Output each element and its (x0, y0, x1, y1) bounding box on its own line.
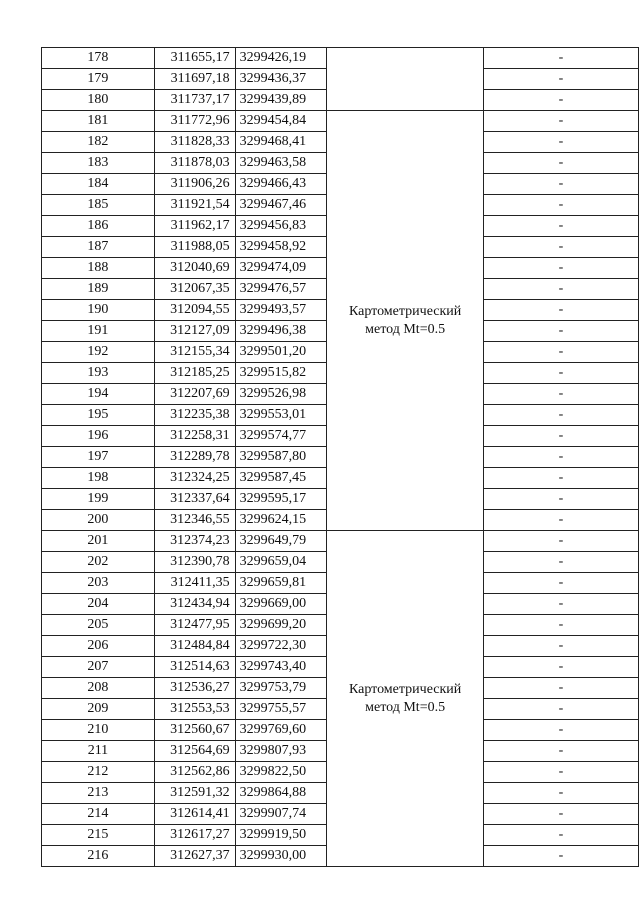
x-coordinate-cell: 312564,69 (154, 741, 235, 762)
point-number-cell: 208 (42, 678, 155, 699)
y-coordinate-cell: 3299467,46 (235, 195, 327, 216)
y-coordinate-cell: 3299587,80 (235, 447, 327, 468)
x-coordinate-cell: 312484,84 (154, 636, 235, 657)
x-coordinate-cell: 312477,95 (154, 615, 235, 636)
accuracy-cell: - (483, 846, 638, 867)
point-number-cell: 193 (42, 363, 155, 384)
point-number-cell: 195 (42, 405, 155, 426)
y-coordinate-cell: 3299426,19 (235, 48, 327, 69)
accuracy-cell: - (483, 426, 638, 447)
x-coordinate-cell: 312235,38 (154, 405, 235, 426)
accuracy-cell: - (483, 489, 638, 510)
accuracy-cell: - (483, 594, 638, 615)
accuracy-cell: - (483, 405, 638, 426)
coordinates-table (41, 47, 639, 867)
y-coordinate-cell: 3299659,81 (235, 573, 327, 594)
y-coordinate-cell: 3299468,41 (235, 132, 327, 153)
x-coordinate-cell: 312553,53 (154, 699, 235, 720)
point-number-cell: 215 (42, 825, 155, 846)
point-number-cell: 189 (42, 279, 155, 300)
point-number-cell: 203 (42, 573, 155, 594)
x-coordinate-cell: 312289,78 (154, 447, 235, 468)
y-coordinate-cell: 3299501,20 (235, 342, 327, 363)
accuracy-cell: - (483, 741, 638, 762)
y-coordinate-cell: 3299474,09 (235, 258, 327, 279)
x-coordinate-cell: 312617,27 (154, 825, 235, 846)
point-number-cell: 206 (42, 636, 155, 657)
y-coordinate-cell: 3299649,79 (235, 531, 327, 552)
y-coordinate-cell: 3299526,98 (235, 384, 327, 405)
point-number-cell: 210 (42, 720, 155, 741)
y-coordinate-cell: 3299587,45 (235, 468, 327, 489)
point-number-cell: 188 (42, 258, 155, 279)
x-coordinate-cell: 312185,25 (154, 363, 235, 384)
y-coordinate-cell: 3299466,43 (235, 174, 327, 195)
y-coordinate-cell: 3299755,57 (235, 699, 327, 720)
x-coordinate-cell: 312627,37 (154, 846, 235, 867)
accuracy-cell: - (483, 468, 638, 489)
accuracy-cell: - (483, 321, 638, 342)
accuracy-cell: - (483, 447, 638, 468)
method-cell (327, 111, 483, 531)
x-coordinate-cell: 312337,64 (154, 489, 235, 510)
accuracy-cell: - (483, 111, 638, 132)
y-coordinate-cell: 3299930,00 (235, 846, 327, 867)
point-number-cell: 212 (42, 762, 155, 783)
point-number-cell: 205 (42, 615, 155, 636)
point-number-cell: 204 (42, 594, 155, 615)
x-coordinate-cell: 312258,31 (154, 426, 235, 447)
point-number-cell: 180 (42, 90, 155, 111)
accuracy-cell: - (483, 384, 638, 405)
point-number-cell: 197 (42, 447, 155, 468)
accuracy-cell: - (483, 195, 638, 216)
accuracy-cell: - (483, 90, 638, 111)
x-coordinate-cell: 312127,09 (154, 321, 235, 342)
x-coordinate-cell: 312374,23 (154, 531, 235, 552)
method-cell (327, 531, 483, 867)
accuracy-cell: - (483, 804, 638, 825)
method-line-1: Картометрический (348, 681, 462, 697)
y-coordinate-cell: 3299476,57 (235, 279, 327, 300)
x-coordinate-cell: 311655,17 (154, 48, 235, 69)
accuracy-cell: - (483, 531, 638, 552)
y-coordinate-cell: 3299496,38 (235, 321, 327, 342)
accuracy-cell: - (483, 48, 638, 69)
accuracy-cell: - (483, 825, 638, 846)
x-coordinate-cell: 312560,67 (154, 720, 235, 741)
x-coordinate-cell: 311737,17 (154, 90, 235, 111)
x-coordinate-cell: 312155,34 (154, 342, 235, 363)
x-coordinate-cell: 312536,27 (154, 678, 235, 699)
method-line-2: метод Mt=0.5 (365, 699, 446, 715)
point-number-cell: 199 (42, 489, 155, 510)
point-number-cell: 179 (42, 69, 155, 90)
point-number-cell: 191 (42, 321, 155, 342)
x-coordinate-cell: 311697,18 (154, 69, 235, 90)
y-coordinate-cell: 3299864,88 (235, 783, 327, 804)
point-number-cell: 216 (42, 846, 155, 867)
table-row (42, 531, 639, 552)
point-number-cell: 183 (42, 153, 155, 174)
accuracy-cell: - (483, 657, 638, 678)
x-coordinate-cell: 311772,96 (154, 111, 235, 132)
point-number-cell: 211 (42, 741, 155, 762)
y-coordinate-cell: 3299907,74 (235, 804, 327, 825)
point-number-cell: 207 (42, 657, 155, 678)
point-number-cell: 184 (42, 174, 155, 195)
y-coordinate-cell: 3299699,20 (235, 615, 327, 636)
accuracy-cell: - (483, 720, 638, 741)
y-coordinate-cell: 3299669,00 (235, 594, 327, 615)
y-coordinate-cell: 3299807,93 (235, 741, 327, 762)
y-coordinate-cell: 3299722,30 (235, 636, 327, 657)
x-coordinate-cell: 311906,26 (154, 174, 235, 195)
y-coordinate-cell: 3299574,77 (235, 426, 327, 447)
y-coordinate-cell: 3299454,84 (235, 111, 327, 132)
accuracy-cell: - (483, 678, 638, 699)
accuracy-cell: - (483, 573, 638, 594)
accuracy-cell: - (483, 783, 638, 804)
accuracy-cell: - (483, 174, 638, 195)
x-coordinate-cell: 312207,69 (154, 384, 235, 405)
x-coordinate-cell: 312434,94 (154, 594, 235, 615)
point-number-cell: 181 (42, 111, 155, 132)
point-number-cell: 194 (42, 384, 155, 405)
accuracy-cell: - (483, 279, 638, 300)
y-coordinate-cell: 3299493,57 (235, 300, 327, 321)
y-coordinate-cell: 3299743,40 (235, 657, 327, 678)
x-coordinate-cell: 312094,55 (154, 300, 235, 321)
accuracy-cell: - (483, 132, 638, 153)
y-coordinate-cell: 3299463,58 (235, 153, 327, 174)
y-coordinate-cell: 3299919,50 (235, 825, 327, 846)
x-coordinate-cell: 312390,78 (154, 552, 235, 573)
point-number-cell: 209 (42, 699, 155, 720)
y-coordinate-cell: 3299595,17 (235, 489, 327, 510)
x-coordinate-cell: 312067,35 (154, 279, 235, 300)
table-row (42, 48, 639, 69)
y-coordinate-cell: 3299515,82 (235, 363, 327, 384)
point-number-cell: 185 (42, 195, 155, 216)
accuracy-cell: - (483, 216, 638, 237)
x-coordinate-cell: 312324,25 (154, 468, 235, 489)
accuracy-cell: - (483, 153, 638, 174)
point-number-cell: 201 (42, 531, 155, 552)
accuracy-cell: - (483, 699, 638, 720)
y-coordinate-cell: 3299822,50 (235, 762, 327, 783)
y-coordinate-cell: 3299456,83 (235, 216, 327, 237)
x-coordinate-cell: 311921,54 (154, 195, 235, 216)
method-line-2: метод Mt=0.5 (365, 321, 446, 337)
x-coordinate-cell: 312591,32 (154, 783, 235, 804)
x-coordinate-cell: 311828,33 (154, 132, 235, 153)
point-number-cell: 186 (42, 216, 155, 237)
accuracy-cell: - (483, 69, 638, 90)
table-row (42, 111, 639, 132)
point-number-cell: 213 (42, 783, 155, 804)
x-coordinate-cell: 312614,41 (154, 804, 235, 825)
method-line-1: Картометрический (348, 303, 462, 319)
accuracy-cell: - (483, 552, 638, 573)
method-cell (327, 48, 483, 111)
accuracy-cell: - (483, 258, 638, 279)
point-number-cell: 202 (42, 552, 155, 573)
x-coordinate-cell: 312514,63 (154, 657, 235, 678)
x-coordinate-cell: 312562,86 (154, 762, 235, 783)
y-coordinate-cell: 3299659,04 (235, 552, 327, 573)
y-coordinate-cell: 3299624,15 (235, 510, 327, 531)
accuracy-cell: - (483, 615, 638, 636)
y-coordinate-cell: 3299436,37 (235, 69, 327, 90)
x-coordinate-cell: 311962,17 (154, 216, 235, 237)
accuracy-cell: - (483, 762, 638, 783)
accuracy-cell: - (483, 342, 638, 363)
point-number-cell: 214 (42, 804, 155, 825)
accuracy-cell: - (483, 300, 638, 321)
x-coordinate-cell: 312346,55 (154, 510, 235, 531)
point-number-cell: 196 (42, 426, 155, 447)
y-coordinate-cell: 3299753,79 (235, 678, 327, 699)
point-number-cell: 198 (42, 468, 155, 489)
y-coordinate-cell: 3299458,92 (235, 237, 327, 258)
point-number-cell: 182 (42, 132, 155, 153)
coordinates-table-body (42, 48, 639, 867)
point-number-cell: 200 (42, 510, 155, 531)
accuracy-cell: - (483, 636, 638, 657)
x-coordinate-cell: 312040,69 (154, 258, 235, 279)
point-number-cell: 187 (42, 237, 155, 258)
accuracy-cell: - (483, 237, 638, 258)
accuracy-cell: - (483, 363, 638, 384)
x-coordinate-cell: 311878,03 (154, 153, 235, 174)
y-coordinate-cell: 3299769,60 (235, 720, 327, 741)
y-coordinate-cell: 3299439,89 (235, 90, 327, 111)
x-coordinate-cell: 311988,05 (154, 237, 235, 258)
x-coordinate-cell: 312411,35 (154, 573, 235, 594)
y-coordinate-cell: 3299553,01 (235, 405, 327, 426)
point-number-cell: 178 (42, 48, 155, 69)
accuracy-cell: - (483, 510, 638, 531)
point-number-cell: 190 (42, 300, 155, 321)
point-number-cell: 192 (42, 342, 155, 363)
